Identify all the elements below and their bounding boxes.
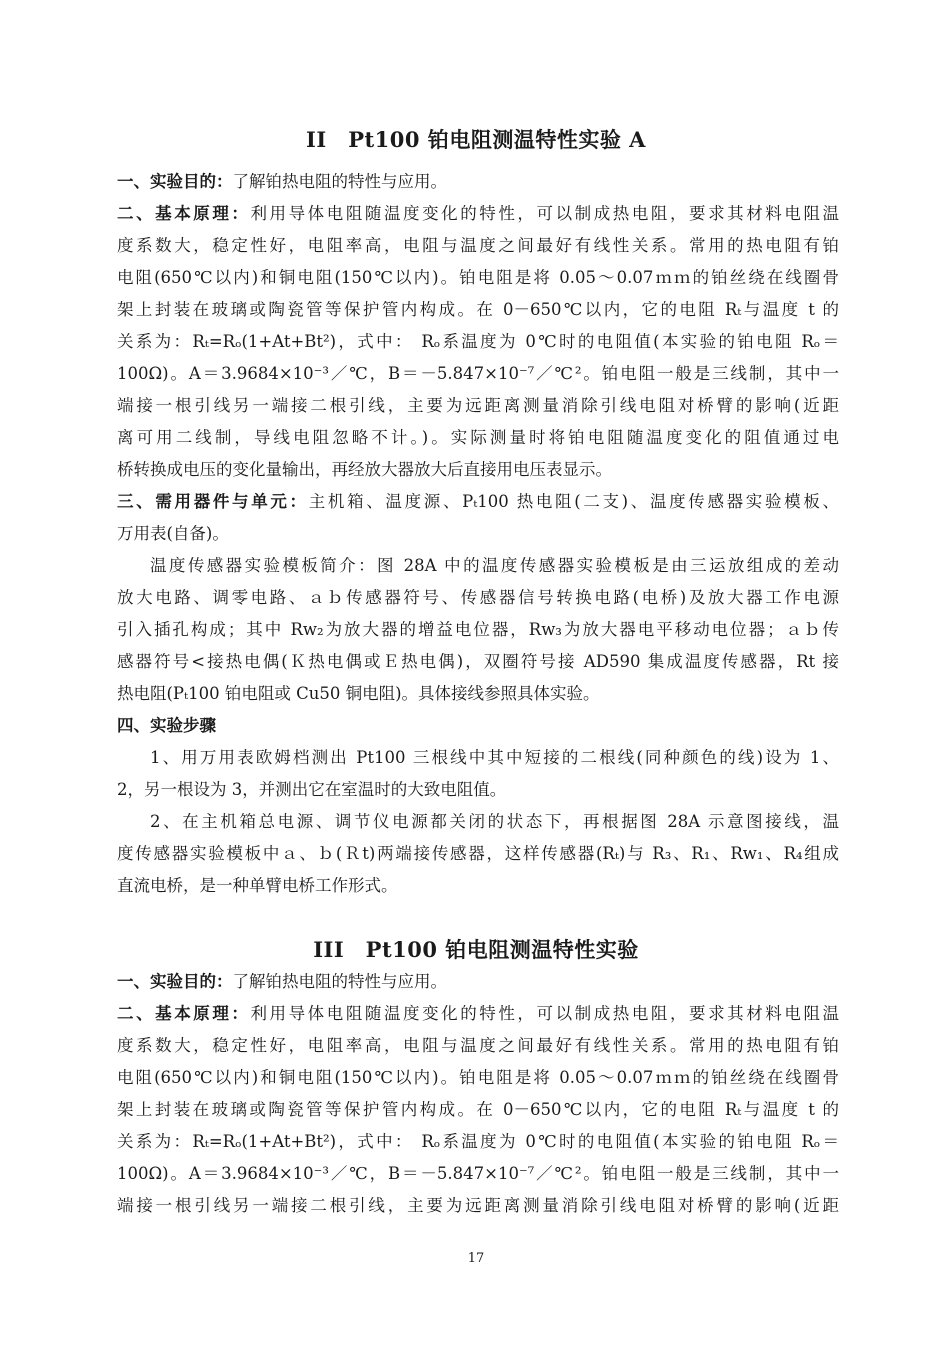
principle-line-7: 端接一根引线另一端接二根引线，主要为远距离测量消除引线电阻对桥臂的影响(近距 — [117, 396, 839, 415]
principle-label: 二、基本原理： — [117, 1004, 251, 1023]
principle-line-5: 关系为：Rₜ=Rₒ(1+At+Bt²)，式中： Rₒ系温度为 0℃时的电阻值(本实验的铂电阻 Rₒ＝ — [117, 332, 839, 351]
principle-line-2: 度系数大，稳定性好，电阻率高，电阻与温度之间最好有线性关系。常用的热电阻有铂 — [117, 236, 839, 255]
step1-line-2: 2，另一根设为 3，并测出它在室温时的大致电阻值。 — [117, 780, 507, 799]
step2-line-1: 2、在主机箱总电源、调节仪电源都关闭的状态下，再根据图 28A 示意图接线，温 — [150, 812, 839, 831]
principle-iii-line-1 — [117, 1000, 839, 1028]
principle-line-8: 离可用二线制，导线电阻忽略不计。)。实际测量时将铂电阻随温度变化的阻值通过电 — [117, 428, 839, 447]
purpose-text: 了解铂热电阻的特性与应用。 — [232, 972, 447, 991]
module-intro-line-5: 热电阻(Pₜ100 铂电阻或 Cu50 铜电阻)。具体接线参照具体实验。 — [117, 684, 600, 703]
principle-iii-line-7: 端接一根引线另一端接二根引线，主要为远距离测量消除引线电阻对桥臂的影响(近距 — [117, 1196, 839, 1215]
section-title-iii: III Pt100 铂电阻测温特性实验 — [313, 937, 639, 962]
equipment-text: 主机箱、温度源、Pₜ100 热电阻(二支)、温度传感器实验模板、 — [308, 492, 839, 511]
section-title-ii: II Pt100 铂电阻测温特性实验 A — [306, 127, 646, 152]
equipment-line-1 — [117, 488, 839, 516]
principle-line-1 — [117, 200, 839, 228]
principle-iii-line-6: 100Ω)。A＝3.9684×10⁻³／℃，B＝－5.847×10⁻⁷／℃²。铂电阻一般是三线制，其中一 — [117, 1164, 839, 1183]
principle-iii-line-3: 电阻(650℃以内)和铜电阻(150℃以内)。铂电阻是将 0.05～0.07ｍｍ的铂丝绕在线圈骨 — [117, 1068, 839, 1087]
principle-iii-line-2: 度系数大，稳定性好，电阻率高，电阻与温度之间最好有线性关系。常用的热电阻有铂 — [117, 1036, 839, 1055]
equipment-line-2: 万用表(自备)。 — [117, 524, 229, 543]
page-number: 17 — [467, 1251, 485, 1266]
step2-line-2: 度传感器实验模板中ａ、ｂ(Ｒt)两端接传感器，这样传感器(Rₜ)与 R₃、R₁、Rw₁、R₄组成 — [117, 844, 839, 863]
purpose-label: 一、实验目的： — [117, 172, 233, 191]
principle-line-3: 电阻(650℃以内)和铜电阻(150℃以内)。铂电阻是将 0.05～0.07ｍｍ的铂丝绕在线圈骨 — [117, 268, 839, 287]
purpose-text: 了解铂热电阻的特性与应用。 — [232, 172, 447, 191]
principle-text: 利用导体电阻随温度变化的特性，可以制成热电阻，要求其材料电阻温 — [250, 1004, 840, 1023]
principle-line-9: 桥转换成电压的变化量输出，再经放大器放大后直接用电压表显示。 — [117, 460, 612, 479]
purpose-line — [117, 168, 839, 196]
principle-line-4: 架上封装在玻璃或陶瓷管等保护管内构成。在 0－650℃以内，它的电阻 Rₜ与温度 t 的 — [117, 300, 839, 319]
step2-line-3: 直流电桥，是一种单臂电桥工作形式。 — [117, 876, 398, 895]
steps-heading: 四、实验步骤 — [117, 716, 216, 735]
purpose-line-iii — [117, 968, 839, 996]
principle-text: 利用导体电阻随温度变化的特性，可以制成热电阻，要求其材料电阻温 — [250, 204, 840, 223]
module-intro-line-3: 引入插孔构成；其中 Rw₂为放大器的增益电位器，Rw₃为放大器电平移动电位器；ａｂ传 — [117, 620, 839, 639]
principle-label: 二、基本原理： — [117, 204, 251, 223]
principle-iii-line-5: 关系为：Rₜ=Rₒ(1+At+Bt²)，式中： Rₒ系温度为 0℃时的电阻值(本实验的铂电阻 Rₒ＝ — [117, 1132, 839, 1151]
principle-line-6: 100Ω)。A＝3.9684×10⁻³／℃，B＝－5.847×10⁻⁷／℃²。铂电阻一般是三线制，其中一 — [117, 364, 839, 383]
module-intro-line-4: 感器符号<接热电偶(Ｋ热电偶或Ｅ热电偶)，双圈符号接 AD590 集成温度传感器，Rt 接 — [117, 652, 839, 671]
principle-iii-line-4: 架上封装在玻璃或陶瓷管等保护管内构成。在 0－650℃以内，它的电阻 Rₜ与温度 t 的 — [117, 1100, 839, 1119]
step1-line-1: 1、用万用表欧姆档测出 Pt100 三根线中其中短接的二根线(同种颜色的线)设为 1、 — [150, 748, 839, 767]
module-intro-line-2: 放大电路、调零电路、ａｂ传感器符号、传感器信号转换电路(电桥)及放大器工作电源 — [117, 588, 839, 607]
purpose-label: 一、实验目的： — [117, 972, 233, 991]
module-intro-line-1: 温度传感器实验模板简介：图 28A 中的温度传感器实验模板是由三运放组成的差动 — [150, 556, 839, 575]
equipment-label: 三、需用器件与单元： — [117, 492, 309, 511]
